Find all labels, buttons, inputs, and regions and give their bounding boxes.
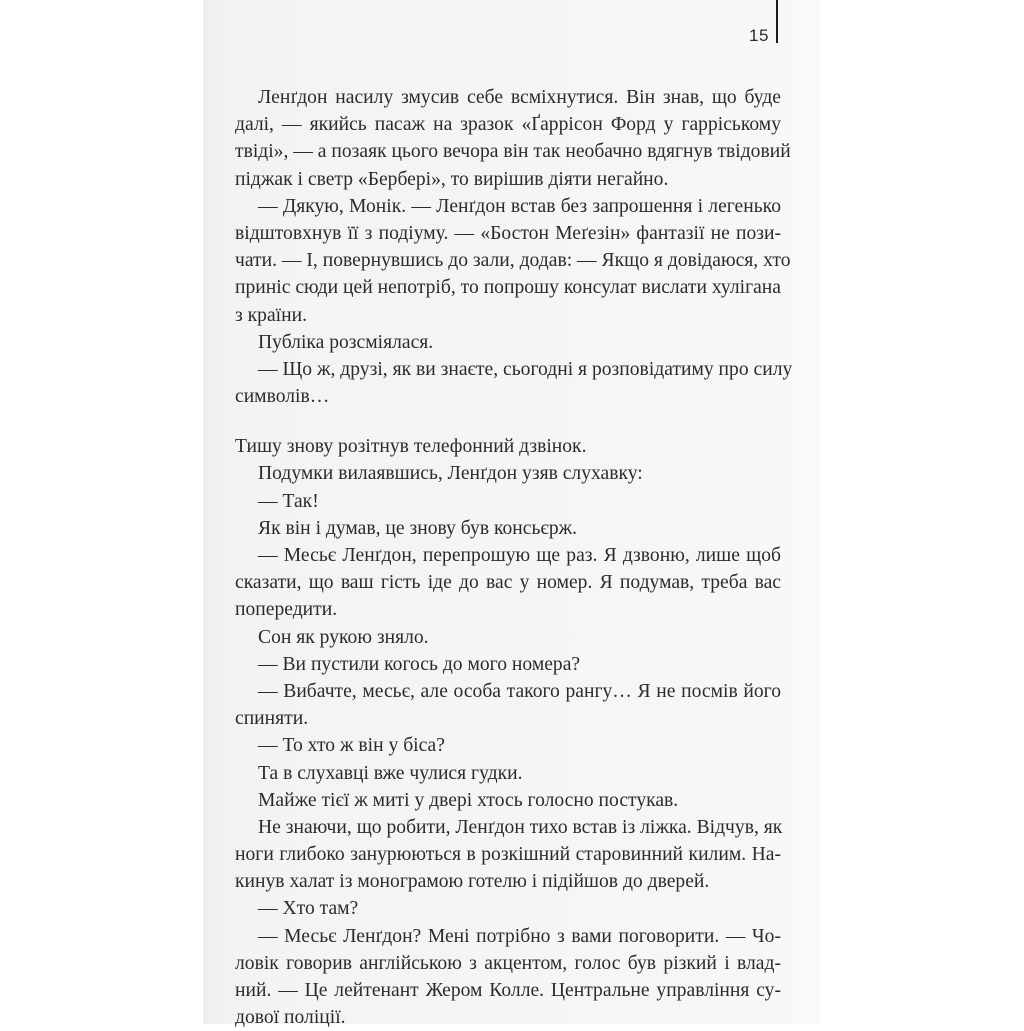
text-line: Ленґдон насилу змусив себе всміхнутися. Він знав, що буде — [258, 87, 781, 108]
text-line: — Хто там? — [258, 898, 359, 920]
text-line: — Месьє Ленґдон, перепрошую ще раз. Я дзвоню, лише щоб — [258, 545, 781, 566]
text-line: — Вибачте, месьє, але особа такого рангу… Я не посмів його — [258, 680, 781, 702]
text-line: спиняти. — [235, 708, 309, 730]
text-line: Не знаючи, що робити, Ленґдон тихо встав із ліжка. Відчув, як — [258, 816, 783, 838]
section-start-line: Тишу знову розітнув телефонний дзвінок. — [235, 436, 587, 458]
text-line: з країни. — [235, 304, 307, 326]
text-line: — Що ж, друзі, як ви знаєте, сьогодні я розповідатиму про силу — [258, 358, 793, 380]
text-line: чати. — І, повернувшись до зали, додав: — Якщо я довідаюся, хто — [235, 250, 791, 272]
text-line: приніс сюди цей непотріб, то попрошу консулат вислати хулігана — [235, 277, 781, 299]
text-line: Майже тієї ж миті у двері хтось голосно постукав. — [258, 789, 679, 811]
text-line: ний. — Це лейтенант Жером Колле. Центральне управління су- — [235, 980, 781, 1001]
text-line: Подумки вилаявшись, Ленґдон узяв слухавку: — [258, 463, 643, 485]
text-line: Публіка розсміялася. — [258, 331, 434, 353]
body-text — [235, 84, 793, 1031]
text-line: — То хто ж він у біса? — [258, 735, 445, 757]
text-line: — Дякую, Монік. — Ленґдон встав без запрошення і легенько — [258, 195, 781, 217]
text-line: сказати, що ваш гість іде до вас у номер. Я подумав, треба вас — [235, 572, 781, 594]
text-line: символів… — [235, 386, 330, 408]
text-line: — Ви пустили когось до мого номера? — [258, 653, 581, 675]
text-line: піджак і светр «Берберi», то вирішив діяти негайно. — [235, 168, 669, 190]
text-line: дової поліції. — [235, 1007, 346, 1029]
text-line: — Месьє Ленґдон? Мені потрібно з вами поговорити. — Чо- — [258, 925, 781, 947]
text-line: Та в слухавці вже чулися гудки. — [258, 762, 523, 784]
text-line: відштовхнув її з подіуму. — «Бостон Меґезін» фантазії не пози- — [235, 222, 781, 244]
text-line: ноги глибоко занурюються в розкішний старовинний килим. На- — [235, 844, 781, 866]
text-line: Сон як рукою зняло. — [258, 626, 429, 648]
text-line: попередити. — [235, 599, 338, 621]
text-line: далі, — якийсь пасаж на зразок «Ґаррісон Форд у гаррiському — [235, 114, 781, 136]
text-line: твіді», — а позаяк цього вечора він так необачно вдягнув твідовий — [235, 141, 791, 163]
text-line: кинув халат із монограмою готелю і підійшов до дверей. — [235, 871, 710, 893]
text-line: — Так! — [258, 490, 319, 512]
header-rule — [776, 0, 778, 43]
text-line: ловік говорив англійською з акцентом, голос був різкий і влад- — [235, 952, 781, 974]
page-number: 15 — [749, 26, 769, 45]
book-page — [203, 0, 820, 1029]
text-line: Як він і думав, це знову був консьєрж. — [258, 517, 578, 539]
